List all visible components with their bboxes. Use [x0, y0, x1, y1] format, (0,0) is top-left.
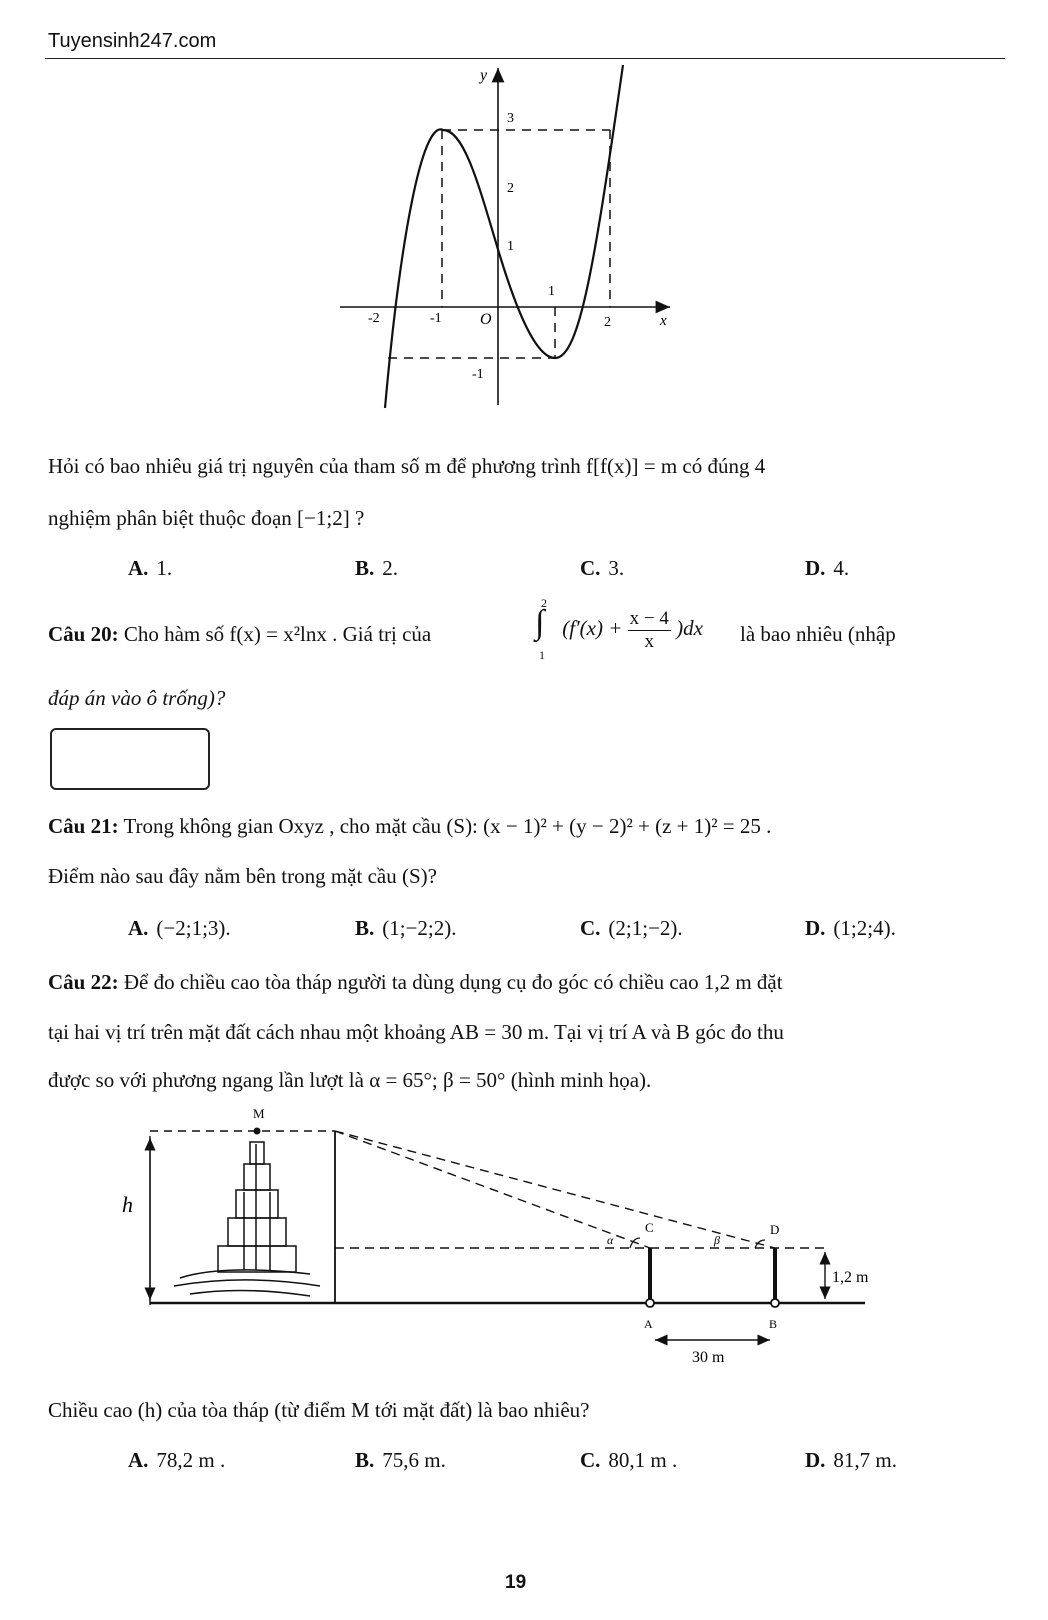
q19-option-a[interactable]: A. 1.	[128, 556, 173, 580]
tick-1-y: 1	[507, 239, 514, 254]
q22-line1	[48, 968, 783, 996]
header-divider	[45, 58, 1005, 59]
q22-label: Câu 22:	[48, 970, 119, 994]
origin-label: O	[480, 311, 492, 328]
q21-option-c[interactable]: C. (2;1;−2).	[580, 916, 683, 940]
q20-text1: Cho hàm số f(x) = x²lnx . Giá trị của	[123, 622, 432, 646]
tower-icon	[174, 1142, 320, 1296]
q22-line3: được so với phương ngang lần lượt là α = 65°; β = 50° (hình minh họa).	[48, 1068, 652, 1092]
q19-option-d[interactable]: D. 4.	[805, 556, 850, 580]
tick-2-x: 2	[604, 315, 611, 330]
tick-neg1-y: -1	[472, 367, 484, 382]
int-lower: 1	[539, 648, 545, 662]
q20-integral	[535, 596, 703, 662]
q19-line2: nghiệm phân biệt thuộc đoạn [−1;2] ?	[48, 506, 365, 530]
site-header: Tuyensinh247.com	[48, 30, 217, 52]
q20-label: Câu 20:	[48, 622, 119, 646]
tick-neg1: -1	[430, 311, 442, 326]
q20-line2: đáp án vào ô trống)?	[48, 686, 226, 710]
q21-line1	[48, 812, 771, 840]
y-axis-label: y	[480, 67, 488, 84]
q21-option-d[interactable]: D. (1;2;4).	[805, 916, 896, 940]
point-c-label: C	[645, 1220, 654, 1235]
angle-beta-label: β	[714, 1233, 720, 1247]
tower-figure	[110, 1100, 910, 1420]
q21-option-b[interactable]: B. (1;−2;2).	[355, 916, 457, 940]
page-number: 19	[505, 1572, 527, 1593]
answer-input-box[interactable]	[50, 728, 210, 790]
tick-1-x: 1	[548, 284, 555, 299]
angle-alpha-label: α	[607, 1233, 614, 1247]
point-b	[771, 1299, 779, 1307]
point-m-label: M	[253, 1106, 265, 1121]
q20-line1	[48, 620, 431, 648]
integrand-left: (f′(x) +	[562, 615, 623, 640]
sight-line-c	[335, 1131, 650, 1248]
point-a	[646, 1299, 654, 1307]
point-a-label: A	[644, 1317, 653, 1331]
q21-text1: Trong không gian Oxyz , cho mặt cầu (S): (x − 1)² + (y − 2)² + (z + 1)² = 25 .	[123, 814, 772, 838]
q21-line2: Điểm nào sau đây nằm bên trong mặt cầu (S)?	[48, 864, 437, 888]
function-graph	[330, 60, 690, 420]
q19-line1: Hỏi có bao nhiêu giá trị nguyên của tham số m để phương trình f[f(x)] = m có đúng 4	[48, 454, 766, 478]
int-upper: 2	[541, 596, 547, 610]
q19-option-b[interactable]: B. 2.	[355, 556, 399, 580]
point-d-label: D	[770, 1222, 780, 1237]
fraction-denominator: x	[644, 630, 655, 652]
tick-3-y: 3	[507, 111, 514, 126]
q22-text1: Để đo chiều cao tòa tháp người ta dùng dụng cụ đo góc có chiều cao 1,2 m đặt	[123, 970, 783, 994]
tick-neg2: -2	[368, 311, 380, 326]
integral-sign-icon: ∫	[535, 604, 545, 641]
q20-text2: là bao nhiêu (nhập	[740, 622, 896, 646]
q22-option-d[interactable]: D. 81,7 m.	[805, 1448, 898, 1472]
instrument-height-label: 1,2 m	[832, 1269, 869, 1286]
q22-question: Chiều cao (h) của tòa tháp (từ điểm M tới mặt đất) là bao nhiêu?	[48, 1398, 590, 1422]
integrand-fraction	[628, 608, 671, 653]
distance-label: 30 m	[692, 1349, 725, 1366]
q19-option-c[interactable]: C. 3.	[580, 556, 625, 580]
point-b-label: B	[769, 1317, 778, 1331]
sight-line-d	[335, 1131, 775, 1248]
height-h-label: h	[122, 1192, 133, 1217]
q21-label: Câu 21:	[48, 814, 119, 838]
q22-option-c[interactable]: C. 80,1 m .	[580, 1448, 678, 1472]
fraction-numerator: x − 4	[629, 607, 669, 629]
integrand-right: )dx	[676, 615, 703, 640]
tick-2-y: 2	[507, 181, 514, 196]
q22-option-a[interactable]: A. 78,2 m .	[128, 1448, 226, 1472]
x-axis-label: x	[660, 313, 667, 329]
cubic-curve	[385, 65, 623, 408]
q22-line2: tại hai vị trí trên mặt đất cách nhau một khoảng AB = 30 m. Tại vị trí A và B góc đo thu	[48, 1020, 784, 1044]
q22-option-b[interactable]: B. 75,6 m.	[355, 1448, 446, 1472]
q21-option-a[interactable]: A. (−2;1;3).	[128, 916, 231, 940]
